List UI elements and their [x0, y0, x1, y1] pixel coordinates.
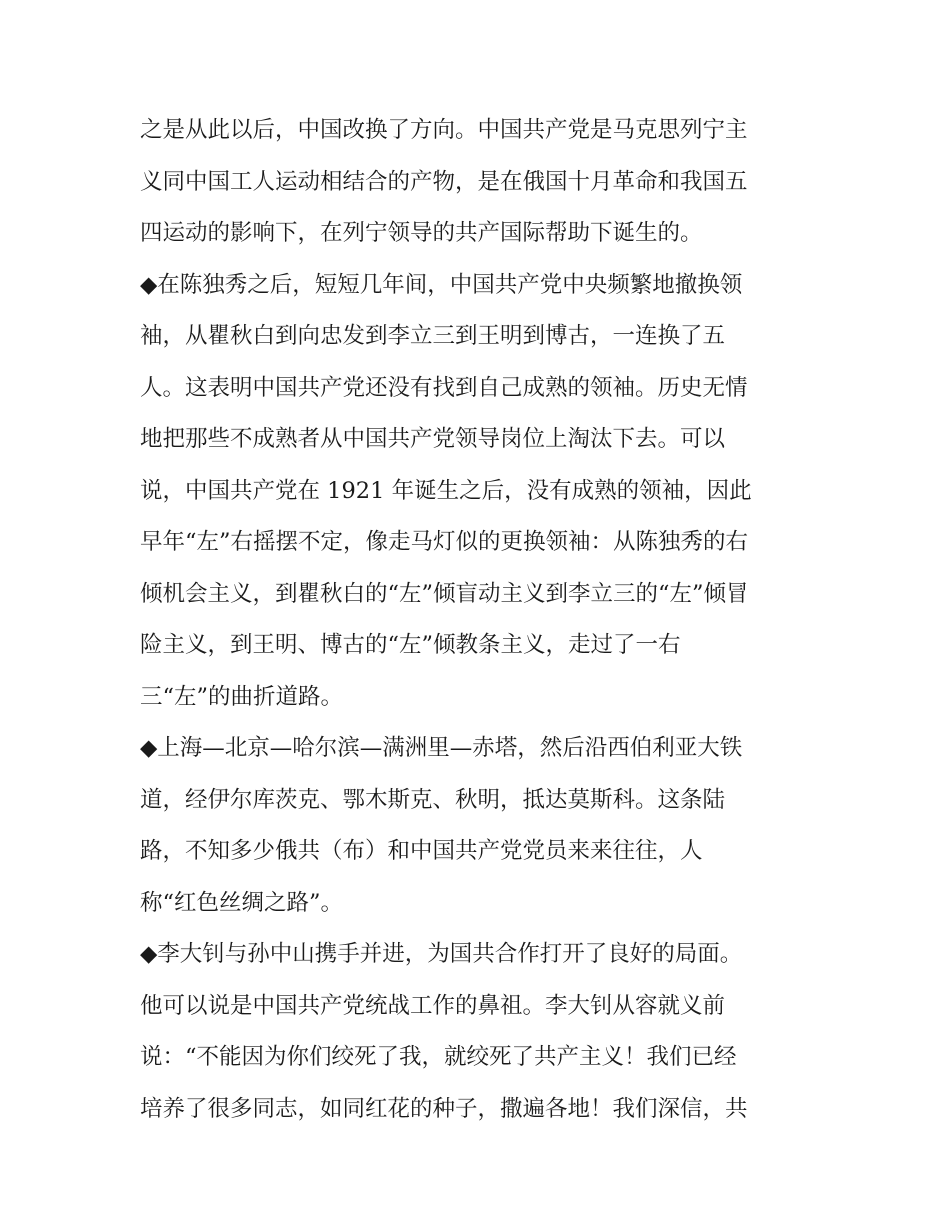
text-line: 地把那些不成熟者从中国共产党领导岗位上淘汰下去。可以 — [140, 426, 726, 452]
text-line: 人。这表明中国共产党还没有找到自己成熟的领袖。历史无情 — [140, 374, 748, 401]
text-line: 早年“左”右摇摆不定，像走马灯似的更换领袖：从陈独秀的右 — [140, 529, 749, 555]
text-line: 道，经伊尔库茨克、鄂木斯克、秋明，抵达莫斯科。这条陆 — [140, 786, 726, 813]
text-line: 路，不知多少俄共（布）和中国共产党党员来来往往，人 — [140, 838, 703, 864]
text-line: ◆上海—北京—哈尔滨—满洲里—赤塔，然后沿西伯利亚大铁 — [140, 735, 743, 761]
text-line: ◆李大钊与孙中山携手并进，为国共合作打开了良好的局面。 — [140, 941, 743, 967]
text-line: ◆在陈独秀之后，短短几年间，中国共产党中央频繁地撤换领 — [140, 271, 743, 298]
text-line: 险主义，到王明、博古的“左”倾教条主义，走过了一右 — [140, 632, 681, 658]
text-line: 称“红色丝绸之路”。 — [140, 889, 344, 916]
text-line: 之是从此以后，中国改换了方向。中国共产党是马克思列宁主 — [140, 117, 748, 143]
text-line: 说，中国共产党在 1921 年诞生之后，没有成熟的领袖，因此 — [140, 477, 752, 504]
text-line: 他可以说是中国共产党统战工作的鼻祖。李大钊从容就义前 — [140, 992, 726, 1019]
text-line: 义同中国工人运动相结合的产物，是在俄国十月革命和我国五 — [140, 168, 748, 195]
text-line: 袖，从瞿秋白到向忠发到李立三到王明到博古，一连换了五 — [140, 323, 726, 349]
text-line: 培养了很多同志，如同红花的种子，撒遍各地！我们深信，共 — [140, 1095, 748, 1122]
text-line: 倾机会主义，到瞿秋白的“左”倾盲动主义到李立三的“左”倾冒 — [140, 580, 749, 607]
body-text — [140, 105, 820, 1135]
text-line: 说：“不能因为你们绞死了我，就绞死了共产主义！我们已经 — [140, 1044, 737, 1070]
text-line: 四运动的影响下，在列宁领导的共产国际帮助下诞生的。 — [140, 220, 703, 246]
text-line: 三“左”的曲折道路。 — [140, 683, 344, 710]
